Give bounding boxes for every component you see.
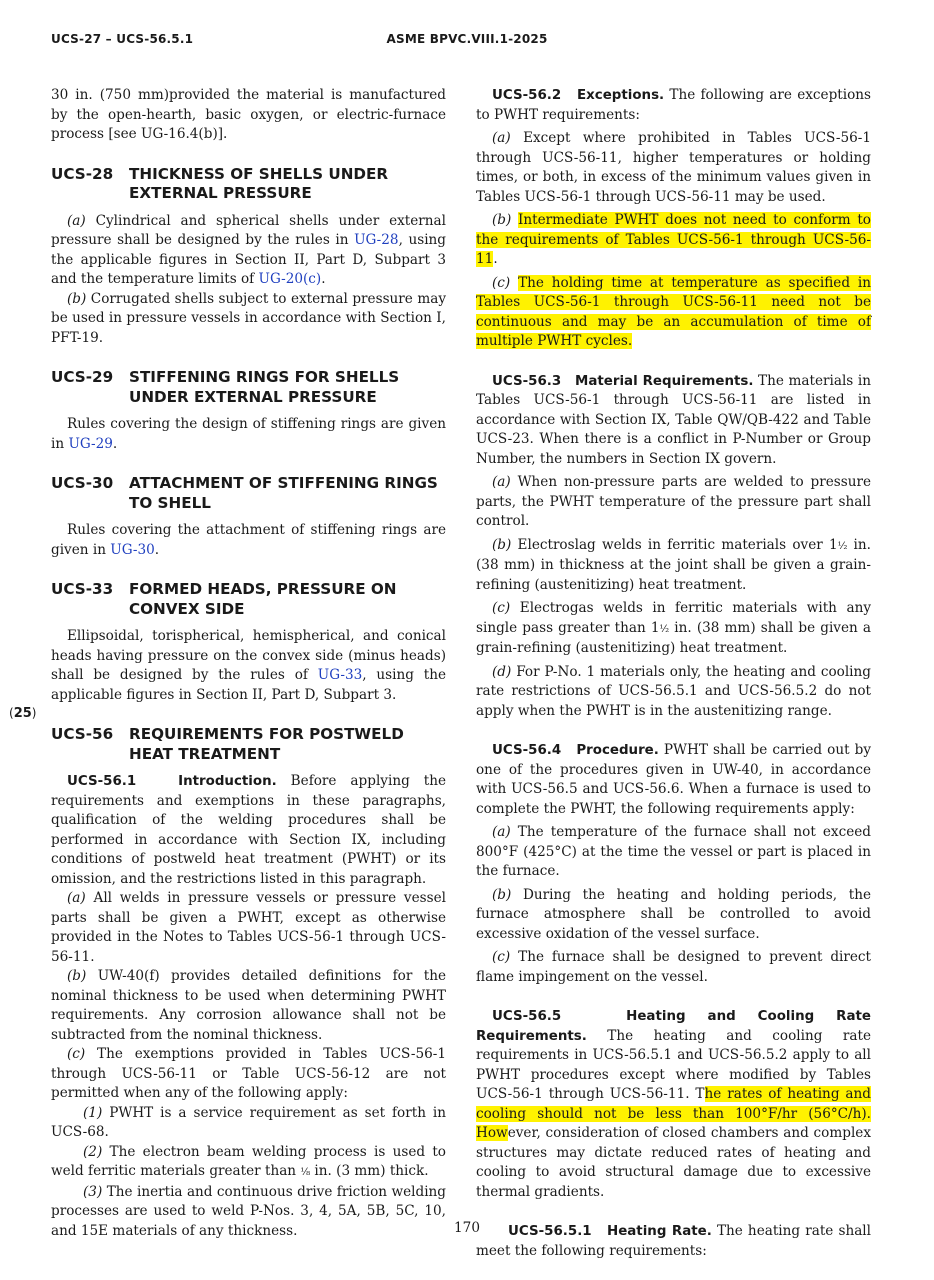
item-label: (d)	[492, 663, 512, 680]
page-number: 170	[454, 1220, 480, 1236]
paragraph-ucs56-2	[476, 86, 871, 125]
paragraph-ucs33	[51, 627, 446, 705]
paragraph-ucs56-1-b	[51, 967, 446, 1045]
paragraph-ucs29	[51, 415, 446, 454]
item-text: The heating and cooling rate requirements in UCS-56.5.1 and UCS-56.5.2 apply to all PWHT procedures except where modified by Tables UCS-56-1 through UCS-56-11. T	[476, 1027, 871, 1102]
item-text: Rules covering the attachment of stiffening rings are given in	[51, 522, 446, 558]
paragraph-ucs56-2-b	[476, 211, 871, 270]
item-text: UW-40(f) provides detailed definitions for the nominal thickness to be used when determining PWHT requirements. Any corrosion allowance shall not be subtracted from the nominal thickness.	[51, 968, 446, 1043]
item-text: , using the applicable figures in Section II, Part D, Subpart 3.	[51, 667, 447, 703]
highlighted-text: he rates of heating and cooling should not be less than 100°F/hr (56°C/h). How	[476, 1086, 871, 1141]
item-text: When non-pressure parts are welded to pressure parts, the PWHT temperature of the pressure part shall control.	[476, 474, 871, 529]
paragraph-ucs56-3-c	[476, 599, 871, 659]
item-label: (b)	[492, 886, 512, 903]
item-text: The exemptions provided in Tables UCS-56-1 through UCS-56-11 or Table UCS-56-12 are not permitted when any of the following apply:	[51, 1046, 446, 1101]
section-heading-ucs33	[51, 580, 446, 619]
item-text: in. (38 mm) shall be given a grain-refining (austenitizing) heat treatment.	[476, 619, 871, 656]
section-heading-ucs29	[51, 368, 446, 407]
paragraph-intro: 30 in. (750 mm)provided the material is manufactured by the open-hearth, basic oxygen, or electric-furnace process [see UG-16.4(b)].	[51, 87, 446, 142]
paragraph-ucs56-2-c	[476, 274, 871, 352]
item-text: The furnace shall be designed to prevent direct flame impingement on the vessel.	[476, 949, 871, 985]
paragraph-ucs56-3-d	[476, 663, 871, 722]
item-text: Electrogas welds in ferritic materials with any single pass greater than 1	[476, 600, 872, 636]
subsection-number: UCS-56.2	[492, 88, 562, 103]
section-title: STIFFENING RINGS FOR SHELLS UNDER EXTERNAL PRESSURE	[129, 368, 400, 406]
subsection-title: Introduction.	[178, 774, 277, 789]
fraction: ¹⁄₂	[837, 540, 848, 552]
paragraph-ucs56-5	[476, 1007, 871, 1202]
section-title: THICKNESS OF SHELLS UNDER EXTERNAL PRESSURE	[129, 164, 389, 202]
item-label: (c)	[492, 600, 511, 616]
section-title: ATTACHMENT OF STIFFENING RINGS TO SHELL	[129, 474, 438, 512]
item-text: The heating rate shall meet the following requirements:	[476, 1223, 872, 1259]
item-label: (c)	[67, 1046, 86, 1062]
subsection-number: UCS-56.4	[492, 743, 562, 758]
revision-marker	[9, 706, 36, 721]
item-label: (b)	[492, 536, 512, 553]
paragraph-ucs56-3-b	[476, 536, 871, 596]
paragraph-ucs56-1-c	[51, 1045, 446, 1104]
item-label: (a)	[492, 824, 511, 840]
item-label: (b)	[67, 290, 87, 307]
item-text: ever, consideration of closed chambers and complex structures may dictate reduced rates of heating and cooling to avoid structural damage due to excessive thermal gradients.	[476, 1125, 871, 1200]
subsection-title: Heating and Cooling Rate Requirements.	[476, 1009, 871, 1044]
item-text: Corrugated shells subject to external pressure may be used in pressure vessels in accordance with Section I, PFT-19.	[51, 290, 446, 346]
fraction: ¹⁄₂	[659, 623, 670, 635]
paragraph-ucs56-3-a	[476, 473, 871, 532]
item-text: , using the applicable figures in Section II, Part D, Subpart 3 and the temperature limits of	[51, 232, 447, 287]
running-header-left: UCS-27 – UCS-56.5.1	[51, 32, 194, 46]
revision-marker-number: 25	[13, 706, 32, 721]
item-text: The electron beam welding process is used to weld ferritic materials greater than	[51, 1143, 446, 1179]
paragraph-ucs56-1	[51, 772, 446, 889]
revision-marker-open: (	[9, 706, 14, 720]
item-text: PWHT shall be carried out by one of the procedures given in UW-40, in accordance with UCS-56.5 and UCS-56.6. When a furnace is used to complete the PWHT, the following requirements apply:	[476, 742, 871, 817]
paragraph-ucs56-4	[476, 741, 871, 819]
item-text: Except where prohibited in Tables UCS-56-1 through UCS-56-11, higher temperatures or holding times, or both, in excess of the minimum values given in Tables UCS-56-1 through UCS-56-11 may be used.	[476, 130, 871, 205]
item-label: (b)	[67, 968, 87, 984]
item-label: (b)	[492, 212, 512, 228]
highlighted-text: The holding time at temperature as specified in Tables UCS-56-1 through UCS-56-11 need not be continuous and may be an accumulation of time of multiple PWHT cycles.	[476, 274, 871, 349]
item-text: The inertia and continuous drive friction welding processes are used to weld P-Nos. 3, 4, 5A, 5B, 5C, 10, and 15E materials of any thickness.	[51, 1183, 446, 1239]
link-ug33[interactable]: UG-33	[317, 667, 363, 683]
item-text: Rules covering the design of stiffening rings are given in	[51, 416, 446, 452]
subsection-number: UCS-56.5	[492, 1009, 562, 1024]
paragraph-ucs56-1-a	[51, 889, 446, 967]
item-text: For P-No. 1 materials only, the heating and cooling rate restrictions of UCS-56.5.1 and UCS-56.5.2 do not apply when the PWHT is in the austenitizing range.	[476, 663, 871, 719]
item-text: .	[321, 271, 326, 287]
paragraph-ucs56-2-a	[476, 129, 871, 207]
item-label: (a)	[67, 890, 86, 906]
item-label: (2)	[83, 1143, 103, 1160]
item-text: The following are exceptions to PWHT requirements:	[476, 87, 871, 123]
item-label: (1)	[83, 1104, 103, 1121]
link-ug28[interactable]: UG-28	[354, 232, 399, 248]
item-label: (a)	[492, 130, 511, 146]
item-text: All welds in pressure vessels or pressure vessel parts shall be given a PWHT, except as otherwise provided in the Notes to Tables UCS-56-1 through UCS-56-11.	[51, 890, 446, 965]
item-text: .	[493, 251, 498, 267]
item-label: (3)	[83, 1183, 103, 1200]
section-title: REQUIREMENTS FOR POSTWELD HEAT TREATMENT	[129, 725, 404, 763]
item-text: The materials in Tables UCS-56-1 through UCS-56-11 are listed in accordance with Section IX, Table QW/QB-422 and Table UCS-23. When there is a conflict in P-Number or Group Number, the numbers in Section IX govern.	[476, 372, 871, 467]
paragraph-ucs28-a	[51, 212, 446, 290]
item-text: PWHT is a service requirement as set forth in UCS-68.	[51, 1104, 446, 1140]
left-column	[51, 86, 446, 1241]
section-number: UCS-29	[51, 368, 114, 386]
section-number: UCS-56	[51, 725, 114, 743]
item-label: (a)	[492, 474, 511, 490]
paragraph-ucs56-4-c	[476, 948, 871, 987]
running-header-center: ASME BPVC.VIII.1-2025	[386, 32, 548, 46]
section-title: FORMED HEADS, PRESSURE ON CONVEX SIDE	[129, 580, 397, 618]
subsection-title: Procedure.	[576, 743, 659, 758]
item-text: Cylindrical and spherical shells under external pressure shall be designed by the rules in	[51, 212, 446, 248]
subsection-number: UCS-56.1	[67, 774, 137, 789]
paragraph-ucs56-4-a	[476, 823, 871, 882]
subsection-number: UCS-56.5.1	[508, 1224, 592, 1239]
section-number: UCS-28	[51, 164, 114, 183]
section-number: UCS-33	[51, 580, 114, 598]
item-label: (a)	[67, 212, 86, 229]
item-text: Before applying the requirements and exemptions in these paragraphs, qualification of the welding procedures shall be performed in accordance with Section IX, including conditions of postweld heat treatment (PWHT) or its omission, and the restrictions listed in this paragraph.	[51, 773, 446, 887]
item-text: Electroslag welds in ferritic materials over 1	[517, 536, 838, 553]
section-heading-ucs28	[51, 165, 446, 204]
revision-marker-close: )	[31, 706, 37, 720]
item-text: .	[112, 435, 118, 452]
right-column	[476, 86, 871, 1261]
item-label: (c)	[492, 949, 511, 965]
item-text: The temperature of the furnace shall not exceed 800°F (425°C) at the time the vessel or part is placed in the furnace.	[476, 824, 871, 879]
section-heading-ucs30	[51, 474, 446, 513]
subsection-title: Heating Rate.	[606, 1224, 712, 1239]
item-text: Ellipsoidal, torispherical, hemispherical, and conical heads having pressure on the convex side (minus heads) shall be designed by the rules of	[51, 628, 446, 683]
link-ug29[interactable]: UG-29	[68, 435, 113, 452]
subsection-number: UCS-56.3	[492, 373, 562, 389]
item-text: in. (38 mm) in thickness at the joint shall be given a grain-refining (austenitizing) heat treatment.	[476, 536, 871, 593]
section-number: UCS-30	[51, 474, 114, 492]
link-ug30[interactable]: UG-30	[110, 541, 155, 558]
paragraph-ucs56-1-c1	[51, 1104, 446, 1143]
paragraph-ucs56-1-c2	[51, 1143, 446, 1183]
item-text: During the heating and holding periods, the furnace atmosphere shall be controlled to avoid excessive oxidation of the vessel surface.	[476, 886, 871, 942]
item-text: in. (3 mm) thick.	[310, 1163, 429, 1179]
subsection-title: Exceptions.	[576, 88, 665, 103]
link-ug20c[interactable]: UG-20(c)	[258, 271, 322, 287]
section-heading-ucs56	[51, 725, 446, 764]
paragraph-ucs56-3	[476, 372, 871, 470]
highlighted-text: Intermediate PWHT does not need to conform to the requirements of Tables UCS-56-1 through UCS-56-11	[476, 212, 871, 267]
paragraph-ucs30	[51, 521, 446, 560]
paragraph-ucs56-4-b	[476, 886, 871, 945]
fraction: ¹⁄₈	[300, 1167, 311, 1178]
paragraph-ucs28-b	[51, 290, 446, 349]
item-label: (c)	[492, 274, 511, 291]
item-text: .	[154, 541, 160, 558]
subsection-title: Material Requirements.	[575, 373, 754, 389]
